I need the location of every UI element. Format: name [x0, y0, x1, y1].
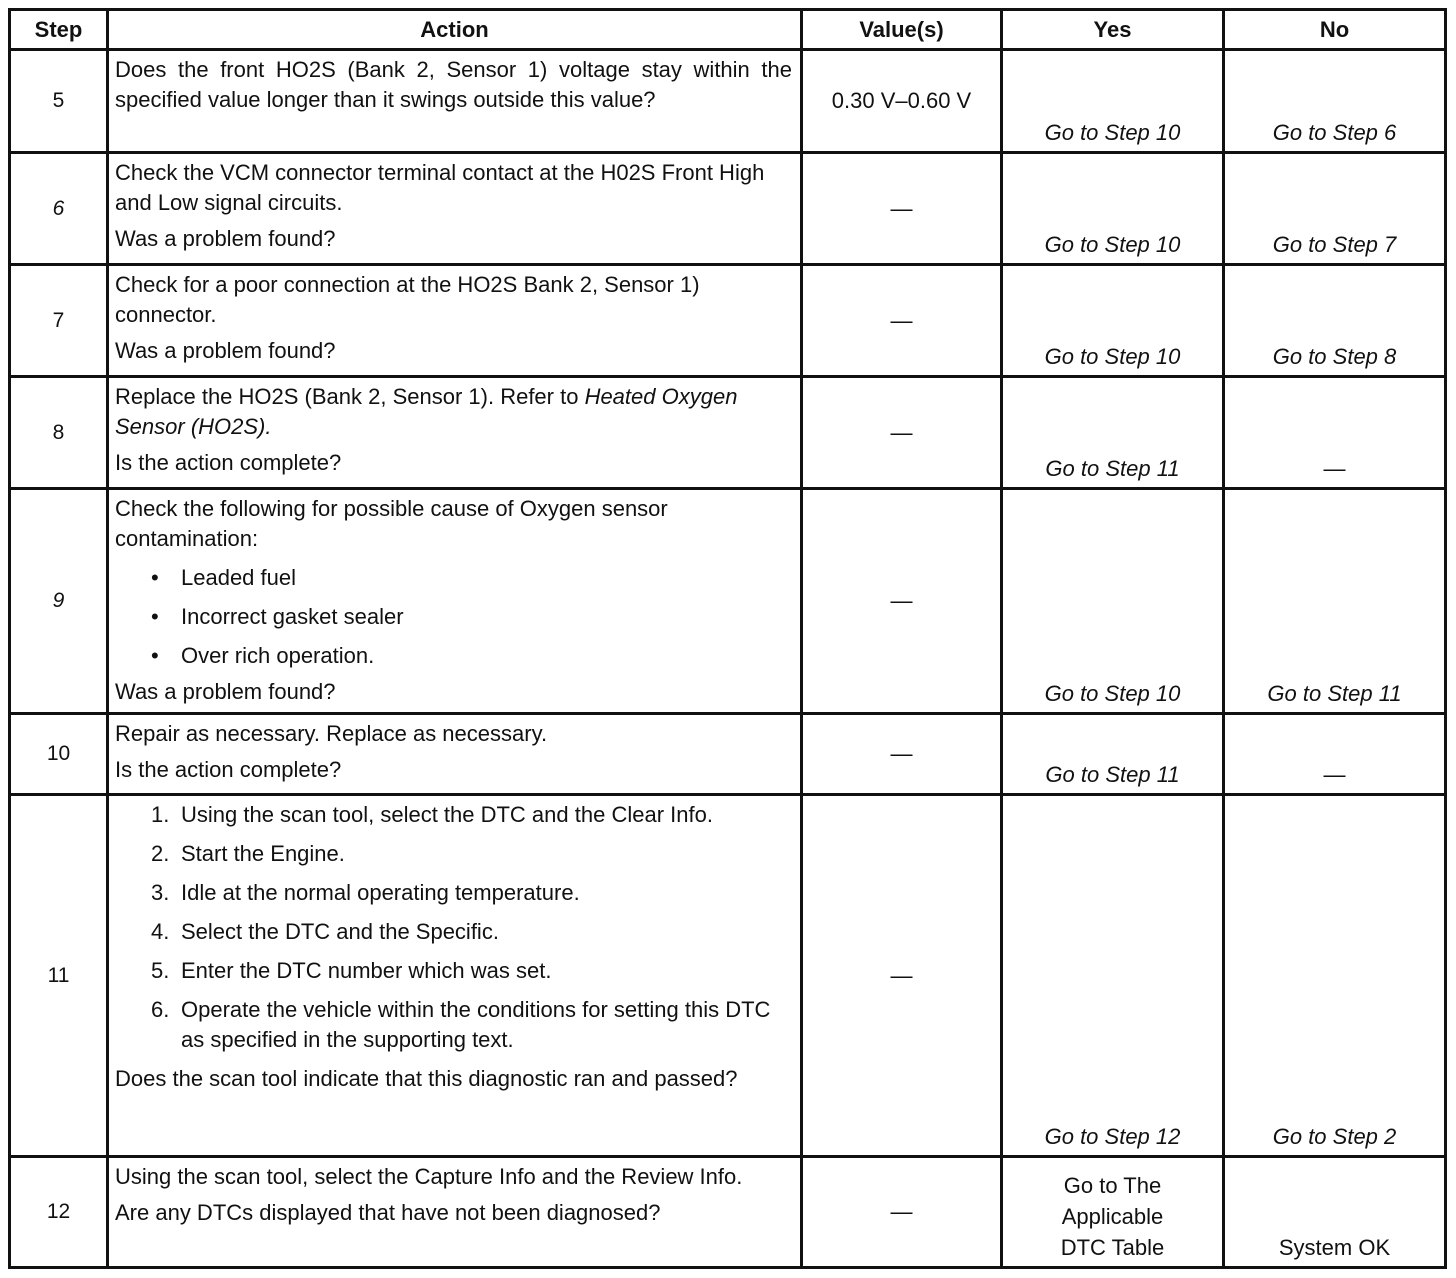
list-number: 3.	[151, 880, 170, 905]
list-number: 1.	[151, 802, 170, 827]
table-row	[10, 377, 1446, 489]
action-cell	[108, 714, 802, 795]
value-cell: —	[802, 795, 1002, 1157]
list-item-text: Using the scan tool, select the DTC and the Clear Info.	[181, 802, 713, 827]
yes-cell	[1002, 795, 1224, 1157]
list-number: 4.	[151, 919, 170, 944]
action-text: Check for a poor connection at the HO2S Bank 2, Sensor 1) connector.	[115, 272, 700, 327]
no-cell: —	[1224, 714, 1446, 795]
list-item-text: Leaded fuel	[181, 565, 296, 590]
no-goto: Go to Step 6	[1272, 120, 1397, 145]
value-cell: —	[802, 489, 1002, 714]
action-cell	[108, 1157, 802, 1268]
list-number: 2.	[151, 841, 170, 866]
list-item-text: Operate the vehicle within the conditions for setting this DTC as specified in the supporting text.	[181, 997, 771, 1052]
cause-list	[115, 558, 792, 675]
step-number: 11	[10, 795, 108, 1157]
yes-cell	[1002, 377, 1224, 489]
no-goto: Go to Step 8	[1272, 344, 1397, 369]
action-text: Does the front HO2S (Bank 2, Sensor 1) voltage stay within the specified value longer than it swings outside this value?	[115, 57, 792, 112]
action-question: Does the scan tool indicate that this diagnostic ran and passed?	[115, 1066, 738, 1091]
yes-line: DTC Table	[1060, 1235, 1165, 1260]
no-cell	[1224, 50, 1446, 153]
action-question: Is the action complete?	[115, 757, 342, 782]
list-item-text: Incorrect gasket sealer	[181, 604, 404, 629]
yes-cell	[1002, 153, 1224, 265]
yes-goto: Go to Step 11	[1045, 456, 1180, 481]
list-item	[151, 917, 792, 947]
list-item	[151, 995, 792, 1055]
procedure-list	[115, 800, 792, 1055]
table-row	[10, 50, 1446, 153]
bullet-icon: •	[151, 604, 159, 629]
step-number: 9	[10, 489, 108, 714]
action-question: Was a problem found?	[115, 226, 336, 251]
yes-line: Applicable	[1061, 1204, 1164, 1229]
yes-goto: Go to Step 10	[1044, 344, 1181, 369]
bullet-icon: •	[151, 565, 159, 590]
action-cell	[108, 489, 802, 714]
action-cell	[108, 50, 802, 153]
no-cell	[1224, 795, 1446, 1157]
step-number: 5	[10, 50, 108, 153]
list-item-text: Start the Engine.	[181, 841, 345, 866]
list-item	[151, 839, 792, 869]
yes-cell	[1002, 1157, 1224, 1268]
list-number: 6.	[151, 997, 170, 1022]
action-text	[115, 382, 792, 442]
table-row	[10, 153, 1446, 265]
yes-cell	[1002, 714, 1224, 795]
action-cell	[108, 795, 802, 1157]
table-row	[10, 489, 1446, 714]
list-item-text: Select the DTC and the Specific.	[181, 919, 499, 944]
list-item	[147, 558, 792, 597]
value-cell: —	[802, 1157, 1002, 1268]
action-question: Is the action complete?	[115, 450, 342, 475]
action-question: Was a problem found?	[115, 679, 336, 704]
list-item-text: Over rich operation.	[181, 643, 375, 668]
header-yes: Yes	[1002, 10, 1224, 50]
yes-cell	[1002, 50, 1224, 153]
action-text: Check the following for possible cause of Oxygen sensor contamination:	[115, 496, 668, 551]
list-item-text: Enter the DTC number which was set.	[181, 958, 552, 983]
value-cell: —	[802, 377, 1002, 489]
bullet-icon: •	[151, 643, 159, 668]
header-values: Value(s)	[802, 10, 1002, 50]
action-question: Are any DTCs displayed that have not been diagnosed?	[115, 1200, 661, 1225]
header-no: No	[1224, 10, 1446, 50]
action-text-prefix: Replace the HO2S (Bank 2, Sensor 1). Refer to	[115, 384, 585, 409]
yes-goto: Go to Step 11	[1045, 762, 1180, 787]
table-row	[10, 1157, 1446, 1268]
no-goto: Go to Step 7	[1272, 232, 1397, 257]
action-text: Check the VCM connector terminal contact at the H02S Front High and Low signal circuits.	[115, 160, 765, 215]
value-cell: —	[802, 153, 1002, 265]
list-item-text: Idle at the normal operating temperature.	[181, 880, 580, 905]
table-row	[10, 714, 1446, 795]
yes-goto: Go to Step 10	[1044, 232, 1181, 257]
action-text: Using the scan tool, select the Capture Info and the Review Info.	[115, 1164, 743, 1189]
action-text: Repair as necessary. Replace as necessary.	[115, 721, 548, 746]
no-cell: System OK	[1224, 1157, 1446, 1268]
no-cell: —	[1224, 377, 1446, 489]
yes-cell	[1002, 489, 1224, 714]
action-question: Was a problem found?	[115, 338, 336, 363]
step-number: 7	[10, 265, 108, 377]
step-number: 8	[10, 377, 108, 489]
yes-goto: Go to Step 10	[1044, 120, 1181, 145]
no-cell	[1224, 153, 1446, 265]
value-cell: 0.30 V–0.60 V	[802, 50, 1002, 153]
header-action: Action	[108, 10, 802, 50]
no-cell	[1224, 489, 1446, 714]
yes-goto: Go to Step 12	[1044, 1124, 1181, 1149]
action-cell	[108, 377, 802, 489]
yes-cell	[1002, 265, 1224, 377]
list-item	[147, 597, 792, 636]
action-cell	[108, 153, 802, 265]
no-goto: Go to Step 2	[1272, 1124, 1397, 1149]
step-number: 10	[10, 714, 108, 795]
step-number: 6	[10, 153, 108, 265]
list-item	[151, 800, 792, 830]
header-step: Step	[10, 10, 108, 50]
no-cell	[1224, 265, 1446, 377]
no-goto: Go to Step 11	[1267, 681, 1402, 706]
step-number: 12	[10, 1157, 108, 1268]
table-row	[10, 265, 1446, 377]
diagnostic-table-page	[8, 8, 1444, 1269]
diagnostic-steps-table	[8, 8, 1447, 1269]
list-item	[147, 636, 792, 675]
table-header-row	[10, 10, 1446, 50]
list-item	[151, 956, 792, 986]
action-cell	[108, 265, 802, 377]
table-row	[10, 795, 1446, 1157]
yes-line: Go to The	[1063, 1173, 1162, 1198]
list-number: 5.	[151, 958, 170, 983]
value-cell: —	[802, 714, 1002, 795]
value-cell: —	[802, 265, 1002, 377]
action-reference: Heated Oxygen Sensor (HO2S).	[115, 384, 738, 439]
yes-goto: Go to Step 10	[1044, 681, 1181, 706]
list-item	[151, 878, 792, 908]
